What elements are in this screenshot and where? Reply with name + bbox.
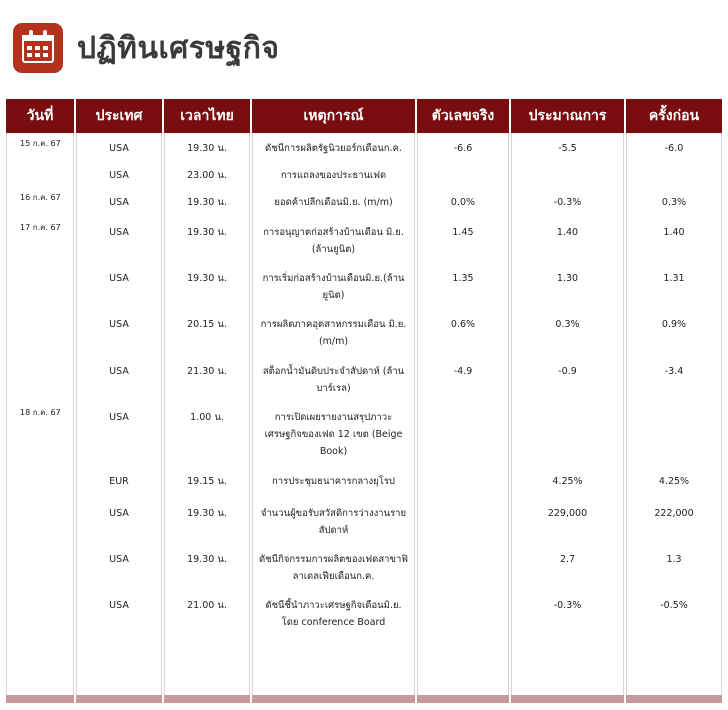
cell-country: USA (109, 366, 129, 377)
column-header-time: เวลาไทย (164, 99, 250, 133)
table-footer-bar (417, 695, 509, 703)
cell-actual: 0.6% (450, 319, 476, 330)
cell-actual: 1.45 (452, 227, 474, 238)
cell-time: 19.30 น. (187, 227, 227, 238)
cell-previous: -6.0 (664, 143, 684, 154)
cell-time: 19.30 น. (187, 554, 227, 565)
cell-previous: 0.3% (661, 197, 687, 208)
cell-event: การอนุญาตก่อสร้างบ้านเดือน มิ.ย.(ล้านยูนิต) (263, 227, 404, 255)
cell-time: 23.00 น. (187, 170, 227, 181)
cell-event: ยอดค้าปลีกเดือนมิ.ย. (m/m) (274, 197, 393, 208)
cell-forecast: -0.9 (558, 366, 577, 377)
cell-time: 19.30 น. (187, 197, 227, 208)
cell-time: 21.00 น. (187, 600, 227, 611)
cell-date: 15 ก.ค. 67 (20, 139, 61, 148)
cell-forecast: -0.3% (553, 600, 582, 611)
cell-forecast: 0.3% (555, 319, 580, 330)
calendar-icon (13, 23, 63, 73)
cell-date: 17 ก.ค. 67 (20, 223, 61, 232)
cell-event: การผลิตภาคอุตสาหกรรมเดือน มิ.ย.(m/m) (260, 319, 407, 347)
table-footer-bar (76, 695, 162, 703)
cell-country: USA (109, 143, 129, 154)
cell-country: USA (109, 273, 129, 284)
cell-country: USA (109, 412, 129, 423)
cell-date: 18 ก.ค. 67 (20, 408, 61, 417)
cell-country: USA (109, 170, 129, 181)
cell-event: การเปิดเผยรายงานสรุปภาวะเศรษฐกิจของเฟด 12 เขต (Beige Book) (264, 412, 403, 457)
cell-event: ดัชนีการผลิตรัฐนิวยอร์กเดือนก.ค. (265, 143, 402, 154)
table-footer-bar (252, 695, 415, 703)
column-header-actual: ตัวเลขจริง (417, 99, 509, 133)
column-header-event: เหตุการณ์ (252, 99, 415, 133)
table-footer-bar (626, 695, 722, 703)
table-footer-bar (6, 695, 74, 703)
column-header-forecast: ประมาณการ (511, 99, 624, 133)
cell-previous: -0.5% (660, 600, 688, 611)
table-footer-bar (164, 695, 250, 703)
cell-date: 16 ก.ค. 67 (20, 193, 61, 202)
column-body-actual (417, 133, 509, 695)
column-header-previous: ครั้งก่อน (626, 99, 722, 133)
cell-previous: 1.3 (666, 554, 682, 565)
cell-country: USA (109, 554, 129, 565)
cell-actual: -6.6 (453, 143, 473, 154)
cell-event: ดัชนีกิจกรรมการผลิตของเฟดสาขาฟิลาเดลเฟียเดือนก.ค. (258, 554, 409, 582)
cell-forecast: 4.25% (552, 476, 583, 487)
cell-event: จำนวนผู้ขอรับสวัสดิการว่างงานรายสัปดาห์ (260, 508, 407, 536)
cell-previous: 222,000 (654, 508, 694, 519)
cell-actual: -4.9 (453, 366, 473, 377)
cell-time: 21.30 น. (187, 366, 227, 377)
cell-previous: 1.31 (663, 273, 685, 284)
cell-forecast: -5.5 (558, 143, 577, 154)
cell-event: การประชุมธนาคารกลางยุโรป (272, 476, 395, 487)
cell-event: การเริ่มก่อสร้างบ้านเดือนมิ.ย.(ล้านยูนิต) (262, 273, 405, 301)
cell-country: USA (109, 508, 129, 519)
table-footer-bar (511, 695, 624, 703)
cell-forecast: 1.40 (556, 227, 579, 238)
column-header-country: ประเทศ (76, 99, 162, 133)
cell-time: 19.30 น. (187, 273, 227, 284)
cell-country: USA (109, 227, 129, 238)
cell-time: 19.30 น. (187, 508, 227, 519)
cell-time: 20.15 น. (187, 319, 227, 330)
cell-time: 19.30 น. (187, 143, 227, 154)
cell-country: EUR (109, 476, 129, 487)
cell-event: สต็อกน้ำมันดิบประจำสัปดาห์ (ล้านบาร์เรล) (262, 366, 405, 394)
cell-forecast: 2.7 (559, 554, 576, 565)
cell-forecast: 1.30 (556, 273, 579, 284)
cell-country: USA (109, 319, 129, 330)
cell-previous: -3.4 (664, 366, 684, 377)
cell-time: 1.00 น. (190, 412, 224, 423)
column-header-date: วันที่ (6, 99, 74, 133)
cell-actual: 1.35 (452, 273, 474, 284)
cell-previous: 4.25% (658, 476, 690, 487)
cell-time: 19.15 น. (187, 476, 227, 487)
cell-country: USA (109, 600, 129, 611)
cell-previous: 0.9% (661, 319, 687, 330)
cell-event: การแถลงของประธานเฟด (280, 170, 387, 181)
cell-country: USA (109, 197, 129, 208)
cell-actual: 0.0% (450, 197, 476, 208)
economic-calendar-table (6, 99, 722, 703)
cell-forecast: 229,000 (547, 508, 588, 519)
cell-event: ดัชนีชี้นำภาวะเศรษฐกิจเดือนมิ.ย. โดย conference Board (265, 600, 402, 628)
cell-previous: 1.40 (663, 227, 685, 238)
page-header (0, 0, 728, 98)
page-title: ปฏิทินเศรษฐกิจ (77, 31, 280, 66)
cell-forecast: -0.3% (553, 197, 582, 208)
